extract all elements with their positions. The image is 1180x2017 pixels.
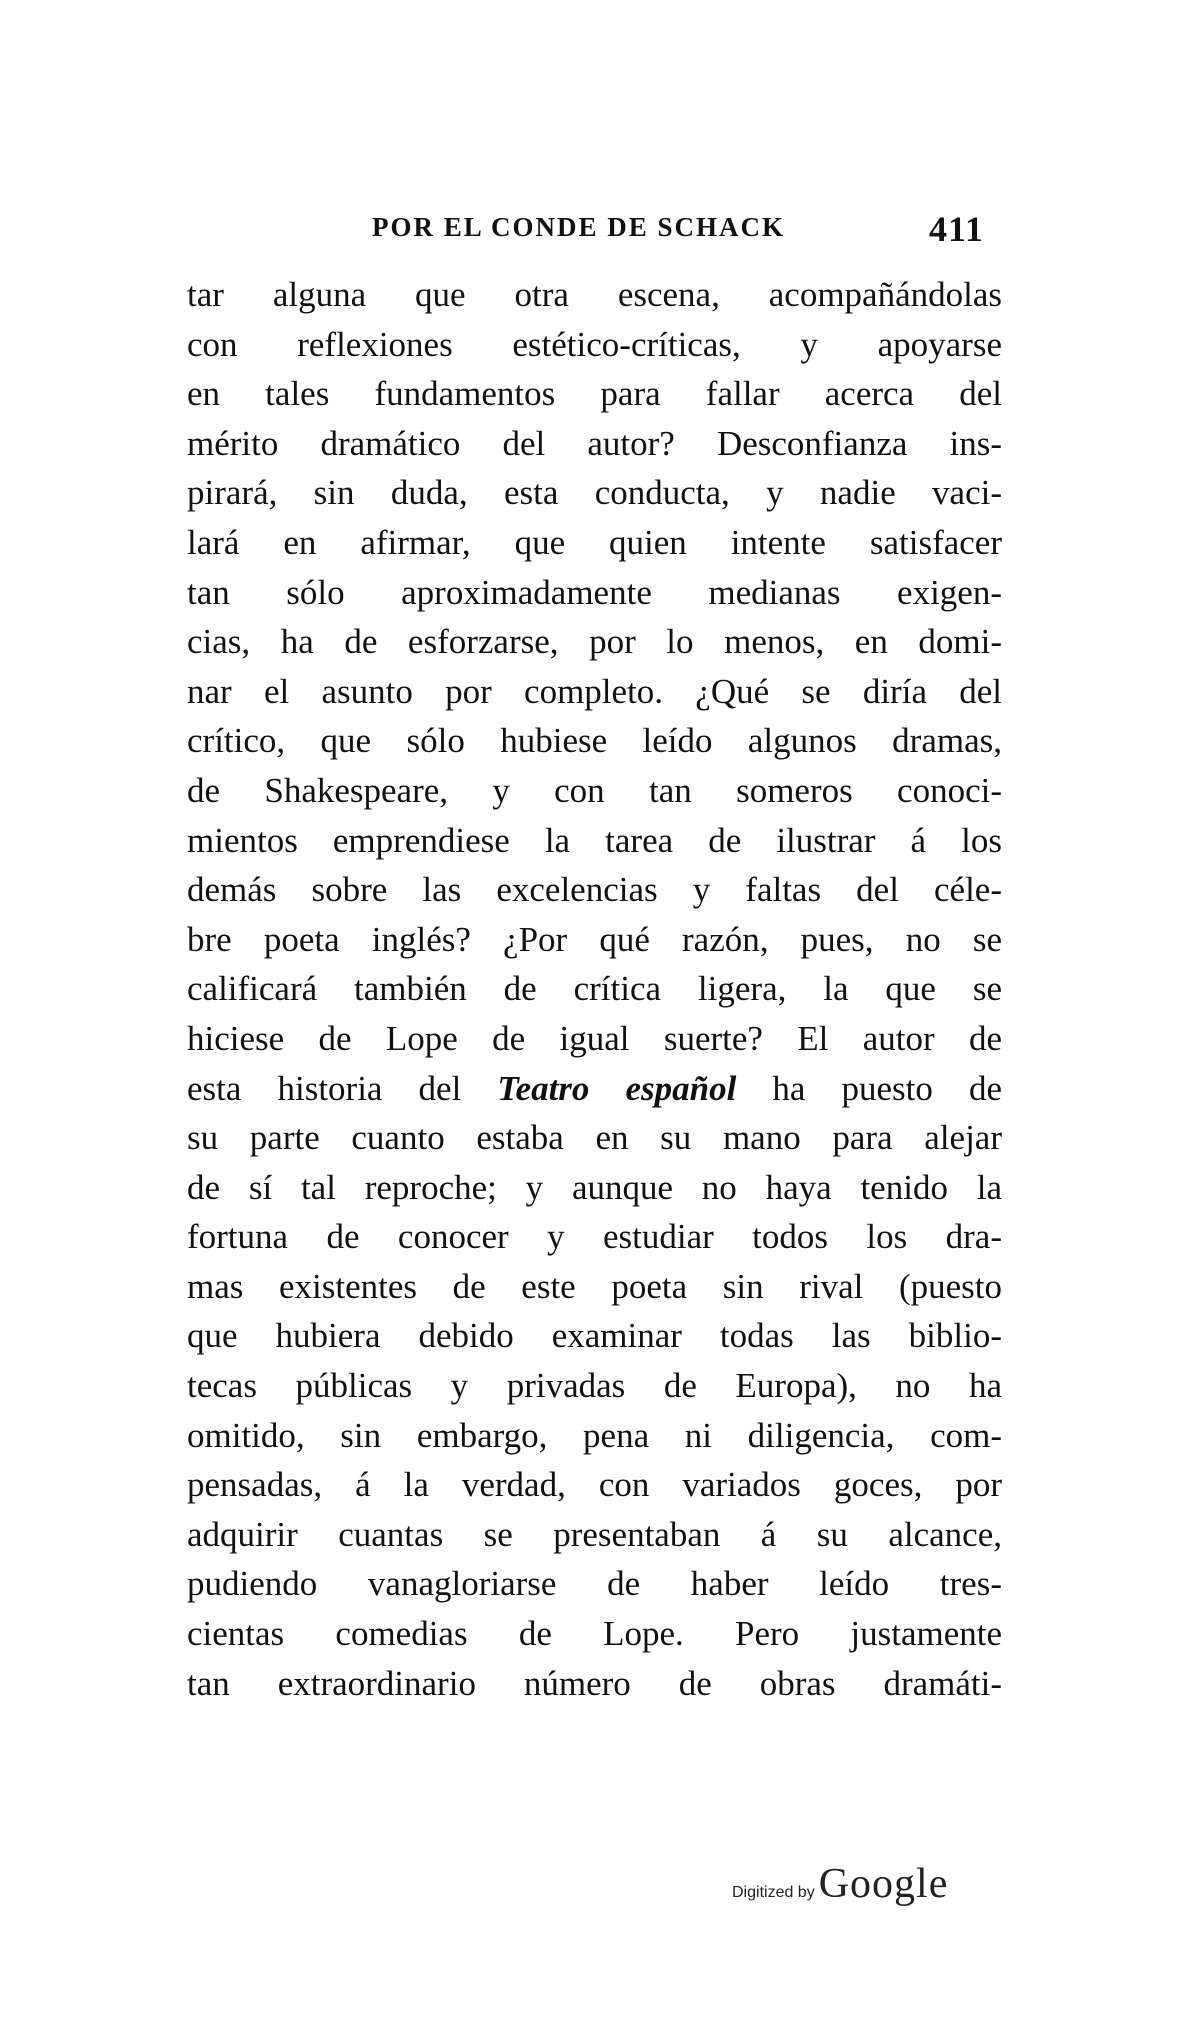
text-line-7: tan sólo aproximadamente medianas exigen-: [187, 572, 1002, 612]
text-line-9: nar el asunto por completo. ¿Qué se diría del: [187, 671, 1002, 711]
text-line-4: mérito dramático del autor? Desconfianza ins-: [187, 423, 1002, 463]
google-logo: Google: [818, 1861, 949, 1907]
text-line-22: que hubiera debido examinar todas las biblio-: [187, 1316, 1002, 1356]
text-line-5: pirará, sin duda, esta conducta, y nadie vaci-: [187, 473, 1002, 513]
digitized-by-watermark: [732, 1860, 948, 1908]
text-line-17: [187, 1064, 1002, 1114]
text-line-12: mientos emprendiese la tarea de ilustrar á los: [187, 820, 1002, 860]
book-title-italic: Teatro español: [497, 1068, 737, 1108]
running-title: POR EL CONDE DE SCHACK: [372, 212, 786, 242]
text-line-24: omitido, sin embargo, pena ni diligencia, com-: [187, 1415, 1002, 1455]
text-line-27: pudiendo vanagloriarse de haber leído tres-: [187, 1564, 1002, 1604]
text-line-25: pensadas, á la verdad, con variados goces, por: [187, 1465, 1002, 1505]
text-line-15: calificará también de crítica ligera, la que se: [187, 969, 1002, 1009]
text-line-28: cientas comedias de Lope. Pero justamente: [187, 1614, 1002, 1654]
text-line-29: tan extraordinario número de obras dramáti-: [187, 1663, 1002, 1703]
text-line-21: mas existentes de este poeta sin rival (puesto: [187, 1266, 1002, 1306]
text-line-26: adquirir cuantas se presentaban á su alcance,: [187, 1514, 1002, 1554]
text-line-20: fortuna de conocer y estudiar todos los dra-: [187, 1217, 1002, 1257]
text-line-11: de Shakespeare, y con tan someros conoci-: [187, 770, 1002, 810]
text-line-2: con reflexiones estético-críticas, y apoyarse: [187, 324, 1002, 364]
text-line-16: hiciese de Lope de igual suerte? El autor de: [187, 1018, 1002, 1058]
text-line-18: su parte cuanto estaba en su mano para alejar: [187, 1118, 1002, 1158]
body-text: [187, 270, 1002, 1708]
watermark-prefix: Digitized by: [732, 1884, 815, 1901]
text-line-3: en tales fundamentos para fallar acerca del: [187, 374, 1002, 414]
text-line-10: crítico, que sólo hubiese leído algunos dramas,: [187, 721, 1002, 761]
text-line-17-after: ha puesto de: [736, 1068, 1003, 1108]
text-line-19: de sí tal reproche; y aunque no haya tenido la: [187, 1167, 1002, 1207]
text-line-17-before: esta historia del: [187, 1068, 498, 1108]
page-number: 411: [929, 209, 985, 249]
text-line-8: cias, ha de esforzarse, por lo menos, en domi-: [187, 622, 1002, 662]
text-line-23: tecas públicas y privadas de Europa), no ha: [187, 1366, 1002, 1406]
text-line-13: demás sobre las excelencias y faltas del céle-: [187, 870, 1002, 910]
text-line-6: lará en afirmar, que quien intente satisfacer: [187, 522, 1002, 562]
text-line-14: bre poeta inglés? ¿Por qué razón, pues, no se: [187, 919, 1002, 959]
text-line-1: tar alguna que otra escena, acompañándolas: [187, 275, 1002, 314]
